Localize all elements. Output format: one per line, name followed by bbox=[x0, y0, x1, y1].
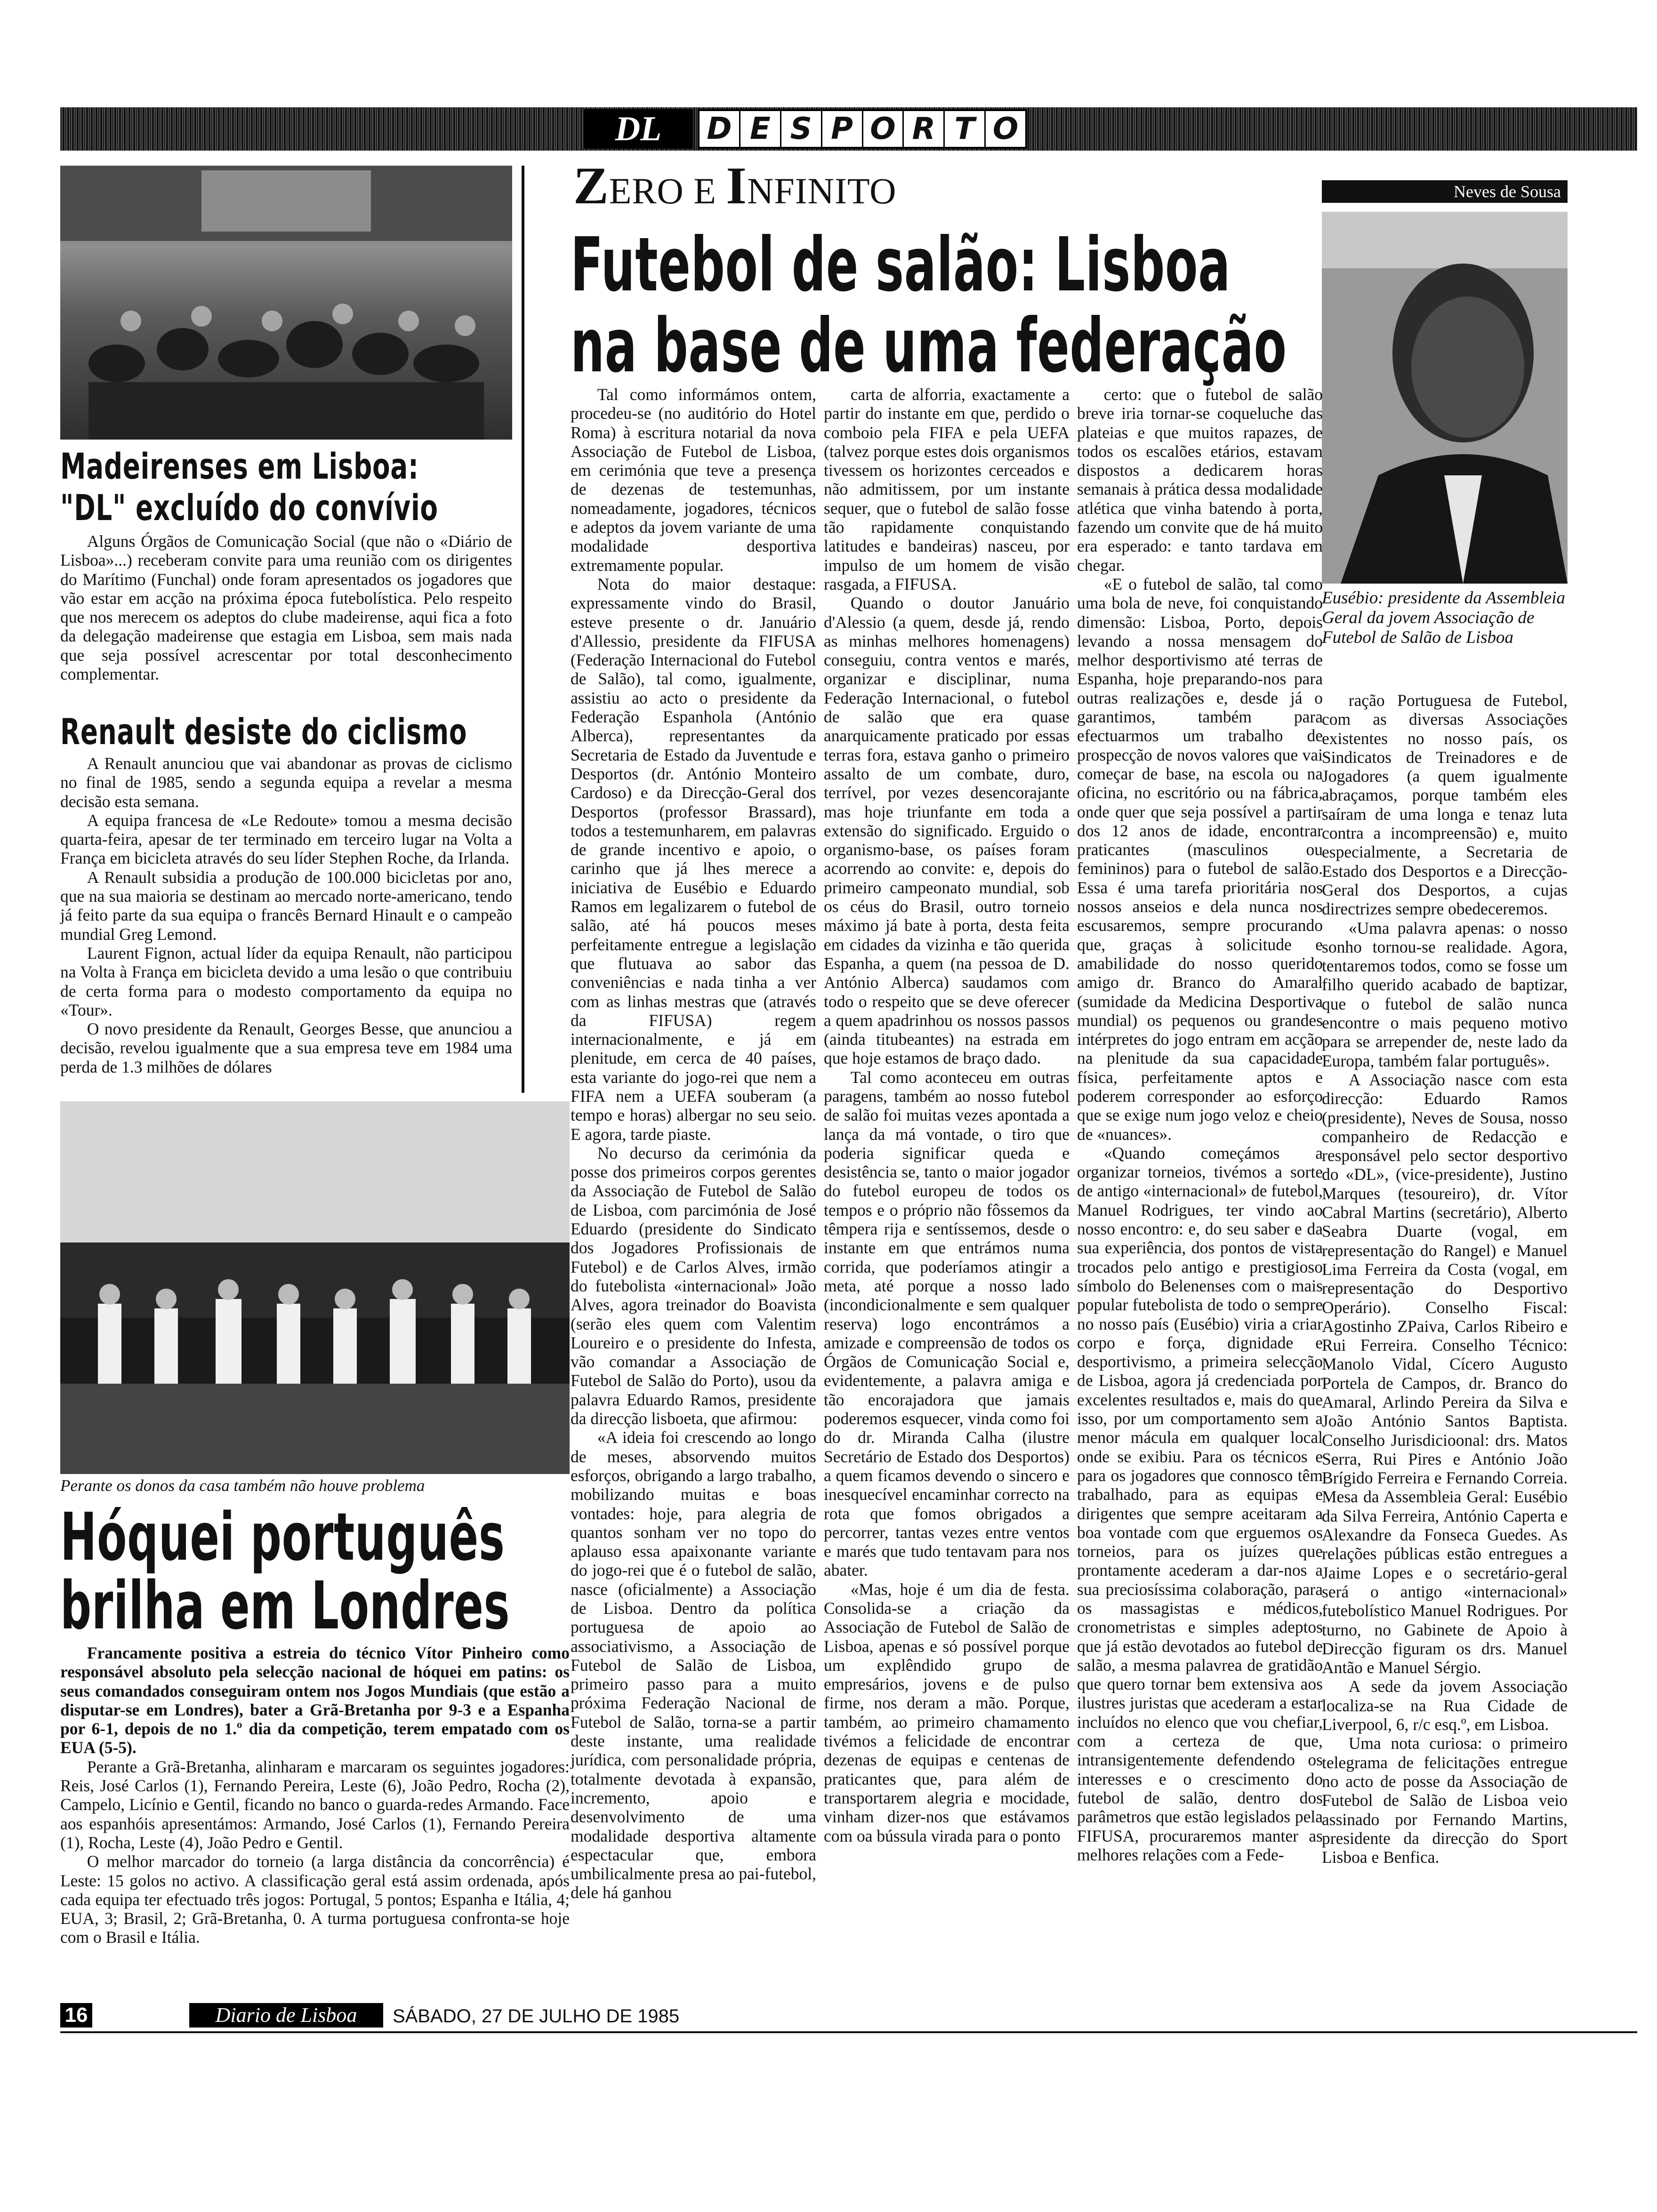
main-paragraph: «Mas, hoje é um dia de festa. Consolida-se a criação da Associação de Futebol de Salão de Lisboa, apenas e só possível porque um explêndido grupo de empresários, jovens e de pulso firme, nos deram a mão. Porque, também, ao primeiro chamamento tivémos a felicidade de encontrar dezenas de equipas e centenas de praticantes que, para além de transportarem alegria e mocidade, vinham dizer-nos que estávamos com oa bússula virada para o ponto bbox=[824, 1579, 1070, 1845]
main-paragraph: No decurso da cerimónia da posse dos primeiros corpos gerentes da Associação de Futebol de Salão de Lisboa, com parcimónia de José Eduardo (presidente do Sindicato dos Jogadores Profissionais de Futebol) e de Carlos Alves, irmão do futebolista «internacional» João Alves, agora treinador do Boavista (serão eles quem com Valentim Loureiro e o presidente do Infesta, vão comandar a Associação de Futebol de Salão do Porto), usou da palavra Eduardo Ramos, presidente da direcção lisboeta, que afirmou: bbox=[571, 1143, 816, 1428]
main-column-3 bbox=[1077, 385, 1323, 1864]
madeira-photo-scene bbox=[60, 166, 512, 440]
column-kicker bbox=[573, 157, 897, 215]
hockey-headline-1: Hóquei português bbox=[60, 1499, 505, 1576]
main-paragraph: A sede da jovem Associação localiza-se na Rua Cidade de Liverpool, 6, r/c esq.º, em Lisboa. bbox=[1322, 1677, 1568, 1734]
renault-body bbox=[60, 754, 512, 1076]
section-letter: O bbox=[992, 112, 1019, 146]
hockey-paragraph: Perante a Grã-Bretanha, alinharam e marcaram os seguintes jogadores: Reis, José Carlos (1), Fernando Pereira, Leste (6), João Pedro, Rocha (2), Campelo, Licínio e Gentil, ficando no banco o guarda-redes Armando. Face aos espanhóis apresentámos: Armando, José Carlos (1), Fernando Pereira (1), Rocha, Leste (4), João Pedro e Gentil. bbox=[60, 1757, 570, 1852]
madeira-headline-2: "DL" excluído do convívio bbox=[60, 487, 438, 529]
main-paragraph: Tal como aconteceu em outras paragens, também ao nosso futebol de salão foi muitas vezes apontada a lança da má vontade, o tiro que poderia significar queda e desistência se, tanto o maior jogador do futebol europeu de todos os tempos e o próprio não fôssemos da têmpera rija e sentíssemos, desde o instante em que entrámos numa corrida, que poderíamos atingir a meta, até porque a nosso lado (incondicionalmente e sem qualquer reserva) logo encontrámos a amizade e compreensão de todos os Órgãos de Comunicação Social e, evidentemente, a palavra amiga e tão encorajadora que jamais poderemos esquecer, vinda como foi do dr. Miranda Calha (ilustre Secretário de Estado dos Desportos) a quem ficamos devendo o sincero e inesquecível encaminhar correcto na rota que fomos obrigados a percorrer, tantas vezes entre ventos e marés que tudo tentavam para nos abater. bbox=[824, 1067, 1070, 1580]
kicker-initial: Z bbox=[573, 157, 609, 215]
madeira-headline-1: Madeirenses em Lisboa: bbox=[60, 445, 419, 487]
renault-paragraph: A equipa francesa de «Le Redoute» tomou a mesma decisão quarta-feira, apesar de ter terminado em terceiro lugar na Volta a França em bicicleta através do seu líder Stephen Roche, da Irlanda. bbox=[60, 810, 512, 868]
main-paragraph: «Quando começámos a organizar torneios, tivémos a sorte de antigo «internacional» de futebol, Manuel Rodrigues, ter vindo ao nosso encontro: e, do seu saber e da sua experiência, dos pontos de vista trocados pelo antigo e prestigioso símbolo do Belenenses com o mais popular futebolista de todo o sempre no nosso país (Eusébio) viria a criar corpo e força, dignidade e desportivismo, a primeira selecção de Lisboa, agora já credenciada por excelentes resultados e, mais do que isso, por um comportamento sem a menor mácula em qualquer local onde se exibiu. Para os técnicos e para os jogadores que connosco têm trabalhado, para as equipas e dirigentes que sempre aceitaram a boa vontade com que erguemos os torneios, para os juízes que prontamente acederam a dar-nos a sua preciosíssima colaboração, para os massagistas e médicos, cronometristas e simples adeptos que já estão devotados ao futebol de salão, a mesma palavrea de gratidão que quero tornar bem extensiva aos ilustres juristas que acederam a estar incluídos no elenco que vou chefiar, com a certeza de que, intransigentemente defendendo os interesses e o crescimento do futebol de salão, dentro dos parâmetros que estão legislados pela FIFUSA, procuraremos manter as melhores relações com a Fede- bbox=[1077, 1143, 1323, 1864]
main-column-2 bbox=[824, 385, 1070, 1845]
footer-date: SÁBADO, 27 DE JULHO DE 1985 bbox=[393, 2006, 680, 2027]
page-number: 16 bbox=[60, 2003, 92, 2028]
section-letter: S bbox=[781, 111, 822, 147]
main-headline-1: Futebol de salão: Lisboa bbox=[571, 222, 1231, 308]
section-letter: O bbox=[863, 111, 904, 147]
hockey-paragraph: O melhor marcador do torneio (a larga distância da concorrência) é Leste: 15 golos no activo. A classificação geral está assim ordenada, após cada equipa ter efectuado três jogos: Portugal, 5 pontos; Espanha e Itália, 4; EUA, 3; Brasil, 2; Grã-Bretanha, 0. A turma portuguesa confronta-se hoje com o Brasil e Itália. bbox=[60, 1852, 570, 1947]
renault-paragraph: Laurent Fignon, actual líder da equipa Renault, não participou na Volta à França em bicicleta devido a uma lesão o que contribuiu de certa forma para o modesto comportamento da equipa no «Tour». bbox=[60, 943, 512, 1019]
column-divider bbox=[522, 166, 524, 1093]
hockey-lead: Francamente positiva a estreia do técnico Vítor Pinheiro como responsável absoluto pela selecção nacional de hóquei em patins: os seus comandados conseguiram ontem nos Jogos Mundiais (que estão a disputar-se em Londres), bater a Grã-Bretanha por 9-3 e a Espanha por 6-1, depois de no 1.º dia da competição, terem empatado com os EUA (5-5). bbox=[60, 1643, 570, 1757]
kicker-text: ERO E bbox=[609, 170, 716, 211]
section-letter: T bbox=[945, 111, 986, 147]
main-paragraph: Nota do maior destaque: expressamente vindo do Brasil, esteve presente o dr. Januário d'Allessio, presidente da FIFUSA (Federação Internacional do Futebol de Salão), tal como, igualmente, assistiu ao acto o presidente da Federação Espanhola (António Alberca), representantes da Secretaria de Estado da Juventude e Desportos (dr. António Monteiro Cardoso) e da Direcção-Geral dos Desportos (professor Brassard), todos a testemunharem, em palavras de grande incentivo e apoio, o carinho que já lhes merece a iniciativa de Eusébio e Eduardo Ramos em legalizarem o futebol de salão, até há poucos meses perfeitamente entregue a legislação que flutuava ao sabor das conveniências e nada tinha a ver com as linhas mestras que (através da FIFUSA) regem internacionalmente, e já em plenitude, em cerca de 40 países, esta variante do jogo-rei que nem a FIFA nem a UEFA souberam (a tempo e horas) albergar no seu seio. E agora, tarde piaste. bbox=[571, 574, 816, 1144]
main-paragraph: «A ideia foi crescendo ao longo de meses, absorvendo muitos esforços, obrigando a largo trabalho, mobilizando muitas e boas vontades: hoje, para alegria de quantos sonham ver no topo do aplauso essa apaixonante variante do jogo-rei que é o futebol de salão, nasce (oficialmente) a Associação de Lisboa. Dentro da política portuguesa de apoio ao associativismo, a Associação de Futebol de Salão de Lisboa, primeiro passo para a muito próxima Federação Nacional de Futebol de Salão, torna-se a partir deste instante, uma realidade jurídica, com personalidade própria, totalmente devotada à expansão, incremento, apoio e desenvolvimento de uma modalidade desportiva altamente espectacular que, embora umbilicalmente presa ao pai-futebol, dele há ganhou bbox=[571, 1428, 816, 1902]
main-paragraph: carta de alforria, exactamente a partir do instante em que, perdido o comboio pela FIFA e pela UEFA (talvez porque estes dois organismos tivessem os horizontes cerceados e não admitissem, por um instante sequer, que o futebol de salão fosse tão rapidamente conquistando latitudes e bandeiras) nasceu, por impulso de um homem de visão rasgada, a FIFUSA. bbox=[824, 385, 1070, 593]
main-paragraph: «E o futebol de salão, tal como uma bola de neve, foi conquistando dimensão: Lisboa, Porto, depois levando a nossa mensagem do melhor desportivismo até terras de Espanha, hoje preparando-nos para outras realizações e, desde já o garantimos, também para efectuarmos um trabalho de prospecção de novos valores que vai começar de base, na escola ou na oficina, no escritório ou na fábrica, onde quer que seja possível a partir dos 12 anos de idade, encontrar praticantes (masculinos ou femininos) para o futebol de salão. Essa é uma tarefa prioritária nos nossos anseios e dela nunca nos escusaremos, sempre procurando que, graças à solicitude e amabilidade do nosso querido amigo dr. Branco do Amaral (sumidade da Medicina Desportiva mundial) os pequenos ou grandes intérpretes do jogo entram em acção na plenitude da sua capacidade física, perfeitamente aptos e poderem corresponder ao esforço que se exige num jogo veloz e cheio de «nuances». bbox=[1077, 574, 1323, 1144]
hockey-photo-scene bbox=[60, 1101, 570, 1474]
madeira-team-photo bbox=[60, 166, 512, 440]
main-column-1 bbox=[571, 385, 816, 1902]
main-paragraph: ração Portuguesa de Futebol, com as diversas Associações existentes no nosso país, os Sindicatos de Treinadores e de Jogadores (a quem igualmente abraçamos, porque também eles saíram de uma longa e tenaz luta contra a incompreensão) e, muito especialmente, a Secretaria de Estado dos Desportos e a Direcção-Geral dos Desportos, a cujas directrizes sempre obedeceremos. bbox=[1322, 691, 1568, 919]
author-bar: Neves de Sousa bbox=[1322, 180, 1568, 203]
hockey-photo-caption: Perante os donos da casa também não houve problema bbox=[60, 1476, 425, 1495]
main-paragraph: A Associação nasce com esta direcção: Eduardo Ramos (presidente), Neves de Sousa, nosso companheiro de Redacção e responsável pelo sector desportivo do «DL», (vice-presidente), Justino Marques (tesoureiro), dr. Vítor Cabral Martins (secretário), Alberto Seabra Duarte (vogal, em representação do Rangel) e Manuel Lima Ferreira da Costa (vogal, em representação do Desportivo Operário). Conselho Fiscal: Agostinho ZPaiva, Carlos Ribeiro e Rui Ferreira. Conselho Técnico: Manolo Vidal, Cícero Augusto Portela de Campos, dr. Branco do Amaral, Arlindo Pereira da Silva e João António Santos Baptista. Conselho Jurisdicioonal: drs. Matos Serra, Rui Pires e António João Brígido Ferreira e Fernando Correia. Mesa da Assembleia Geral: Eusébio da Silva Ferreira, António Caperta e Alexandre da Fonseca Guedes. As relações públicas estão entregues a Jaime Lopes e o secretário-geral será o antigo «internacional» futebolístico Manuel Rodrigues. Por turno, no Gabinete de Apoio à Direcção figuram os drs. Manuel Antão e Manuel Sérgio. bbox=[1322, 1070, 1568, 1677]
eusebio-caption: Eusébio: presidente da Assembleia Geral da jovem Associação de Futebol de Salão de Lisboa bbox=[1322, 588, 1565, 647]
main-paragraph: Quando o doutor Januário d'Alessio (a quem, desde já, rendo as minhas melhores homenagens) conseguiu, contra ventos e marés, organizar e disciplinar, numa Federação Internacional, o futebol de salão que era quase anarquicamente praticado por essas terras fora, estava ganho o primeiro assalto de um combate, duro, terrível, por vezes desencorajante mas hoje triunfante em toda a extensão do significado. Erguido o organismo-base, os países foram acorrendo ao convite: e, depois do primeiro campeonato mundial, sob os céus do Brasil, outro torneio máximo já bate à porta, desta feita em cidades da vizinha e tão querida Espanha, a quem (na pessoa de D. António Alberca) saudamos com todo o respeito que se deve oferecer a quem apadrinhou os nossos passos (ainda titubeantes) na estrada em que hoje estamos de braço dado. bbox=[824, 593, 1070, 1068]
section-letter: D bbox=[700, 111, 740, 147]
renault-paragraph: A Renault anunciou que vai abandonar as provas de ciclismo no final de 1985, sendo a segunda equipa a revelar a mesma decisão esta semana. bbox=[60, 754, 512, 811]
footer-rule bbox=[60, 2031, 1637, 2033]
renault-headline: Renault desiste do ciclismo bbox=[60, 711, 467, 753]
section-letter: E bbox=[740, 111, 781, 147]
section-letter: P bbox=[822, 111, 863, 147]
main-paragraph: Tal como informámos ontem, procedeu-se (no auditório do Hotel Roma) à escritura notarial da nova Associação de Futebol de Lisboa, em cerimónia que teve a presença de dezenas de testemunhas, nomeadamente, jogadores, técnicos e adeptos da jovem variante de uma modalidade desportiva extremamente popular. bbox=[571, 385, 816, 575]
hockey-body bbox=[60, 1643, 570, 1947]
kicker-text: NFINITO bbox=[747, 170, 897, 211]
eusebio-photo-scene bbox=[1322, 212, 1568, 584]
masthead-logo: DL bbox=[584, 109, 693, 149]
hockey-headline-2: brilha em Londres bbox=[60, 1568, 510, 1644]
section-title bbox=[698, 109, 1027, 149]
main-paragraph: certo: que o futebol de salão breve iria tornar-se coqueluche das plateias e que muitos rapazes, de todos os escalões etários, estavam dispostos a dedicarem horas semanais à prática dessa modalidade atlética que vinha batendo à porta, fazendo um convite que de há muito era esperado: e tanto tardava em chegar. bbox=[1077, 385, 1323, 575]
main-paragraph: «Uma palavra apenas: o nosso sonho tornou-se realidade. Agora, tentaremos todos, como se fosse um filho querido acabado de baptizar, que o futebol de salão nunca encontre o mais pequeno motivo para se arrepender de, neste lado da Europa, também falar português». bbox=[1322, 918, 1568, 1070]
madeira-body bbox=[60, 532, 512, 683]
main-column-4 bbox=[1322, 691, 1568, 1867]
hockey-team-photo bbox=[60, 1101, 570, 1474]
eusebio-portrait bbox=[1322, 212, 1568, 584]
kicker-initial: I bbox=[726, 157, 747, 215]
madeira-paragraph: Alguns Órgãos de Comunicação Social (que não o «Diário de Lisboa»...) receberam convite para uma reunião com os dirigentes do Marítimo (Funchal) onde foram apresentados os jogadores que vão estar em acção na próxima época futebolística. Pelo respeito que nos merecem os adeptos do clube madeirense, aqui fica a foto da delegação madeirense que estagia em Lisboa, sem mais nada que seja possível acrescentar por total desconhecimento complementar. bbox=[60, 532, 512, 684]
renault-paragraph: A Renault subsidia a produção de 100.000 bicicletas por ano, que na sua maioria se destinam ao mercado norte-americano, tendo já feito parte da sua equipa o francês Bernard Hinault e o campeão mundial Greg Lemond. bbox=[60, 867, 512, 944]
footer-paper-name: Diario de Lisboa bbox=[189, 2003, 383, 2028]
section-letter: R bbox=[904, 111, 945, 147]
main-paragraph: Uma nota curiosa: o primeiro telegrama de felicitações entregue no acto de posse da Associação de Futebol de Salão de Lisboa veio assinado por Fernando Martins, presidente da direcção do Sport Lisboa e Benfica. bbox=[1322, 1734, 1568, 1867]
main-headline-2: na base de uma federação bbox=[571, 303, 1287, 389]
renault-paragraph: O novo presidente da Renault, Georges Besse, que anunciou a decisão, revelou igualmente que a sua empresa teve em 1984 uma perda de 1.3 milhões de dólares bbox=[60, 1019, 512, 1076]
